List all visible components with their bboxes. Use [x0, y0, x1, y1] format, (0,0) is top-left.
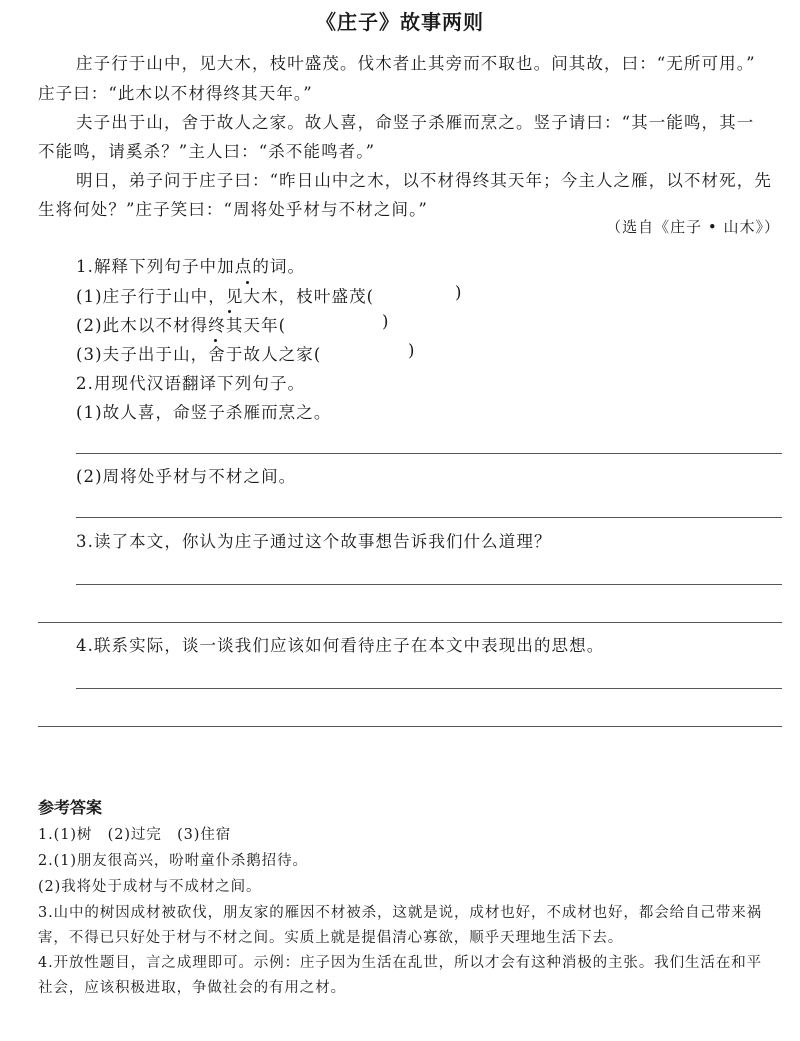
question-1: 1.解释下列句子中加点的词。: [76, 257, 306, 276]
passage-line-1: 庄子行于山中，见大木，枝叶盛茂。伐木者止其旁而不取也。问其故，曰：“无所可用。”: [76, 54, 756, 73]
emphasis-dot-zhong: [228, 310, 231, 313]
close-paren-1-2: ): [382, 312, 390, 331]
answer-line-2-1[interactable]: [76, 453, 782, 454]
answers-heading: 参考答案: [38, 798, 103, 817]
answer-line-3b[interactable]: [38, 622, 782, 623]
question-2-2: (2)周将处乎材与不材之间。: [76, 467, 297, 486]
passage-line-4: 不能鸣，请奚杀？”主人曰：“杀不能鸣者。”: [38, 142, 376, 161]
emphasis-dot-she: [214, 339, 217, 342]
close-paren-1-1: ): [455, 283, 463, 302]
question-2: 2.用现代汉语翻译下列句子。: [76, 374, 306, 393]
answer-line-6: 4.开放性题目，言之成理即可。示例：庄子因为生活在乱世，所以才会有这种消极的主张。我们生活在和平: [38, 955, 763, 971]
answer-line-4a[interactable]: [76, 688, 782, 689]
page-title: 《庄子》故事两则: [316, 10, 484, 34]
close-paren-1-3: ): [408, 341, 416, 360]
answer-line-4: 3.山中的树因成材被砍伐，朋友家的雁因不材被杀，这就是说，成材也好，不成材也好，都会给自己带来祸: [38, 905, 763, 921]
answer-line-2: 2.(1)朋友很高兴，吩咐童仆杀鹅招待。: [38, 853, 308, 869]
answer-blank-1-1[interactable]: [378, 302, 452, 303]
answer-line-2-2[interactable]: [76, 517, 782, 518]
question-3: 3.读了本文，你认为庄子通过这个故事想告诉我们什么道理？: [76, 532, 552, 551]
question-4: 4.联系实际，谈一谈我们应该如何看待庄子在本文中表现出的思想。: [76, 636, 605, 655]
question-1-2: (2)此木以不材得终其天年(: [76, 316, 287, 335]
question-2-1: (1)故人喜，命竖子杀雁而烹之。: [76, 403, 332, 422]
answer-blank-1-3[interactable]: [332, 360, 404, 361]
question-1-1: (1)庄子行于山中，见大木，枝叶盛茂(: [76, 287, 375, 306]
passage-line-3: 夫子出于山，舍于故人之家。故人喜，命竖子杀雁而烹之。竖子请曰：“其一能鸣，其一: [76, 113, 755, 132]
passage-line-6: 生将何处？”庄子笑曰：“周将处乎材与不材之间。”: [38, 200, 428, 219]
answer-line-3a[interactable]: [76, 584, 782, 585]
answer-blank-1-2[interactable]: [300, 331, 378, 332]
answer-line-4b[interactable]: [38, 726, 782, 727]
answer-line-1: 1.(1)树 (2)过完 (3)住宿: [38, 827, 232, 843]
answer-line-5: 害，不得已只好处于材与不材之间。实质上就是提倡清心寡欲，顺乎天理地生活下去。: [38, 930, 624, 946]
source-citation: （选自《庄子 • 山木》）: [606, 218, 780, 236]
passage-line-5: 明日，弟子问于庄子曰：“昨日山中之木，以不材得终其天年；今主人之雁，以不材死，先: [76, 171, 772, 190]
passage-line-2: 庄子曰：“此木以不材得终其天年。”: [38, 84, 313, 103]
emphasis-dot-mu: [246, 281, 249, 284]
question-1-3: (3)夫子出于山，舍于故人之家(: [76, 345, 322, 364]
answer-line-7: 社会，应该积极进取，争做社会的有用之材。: [38, 980, 346, 996]
answer-line-3: (2)我将处于成材与不成材之间。: [38, 879, 262, 895]
